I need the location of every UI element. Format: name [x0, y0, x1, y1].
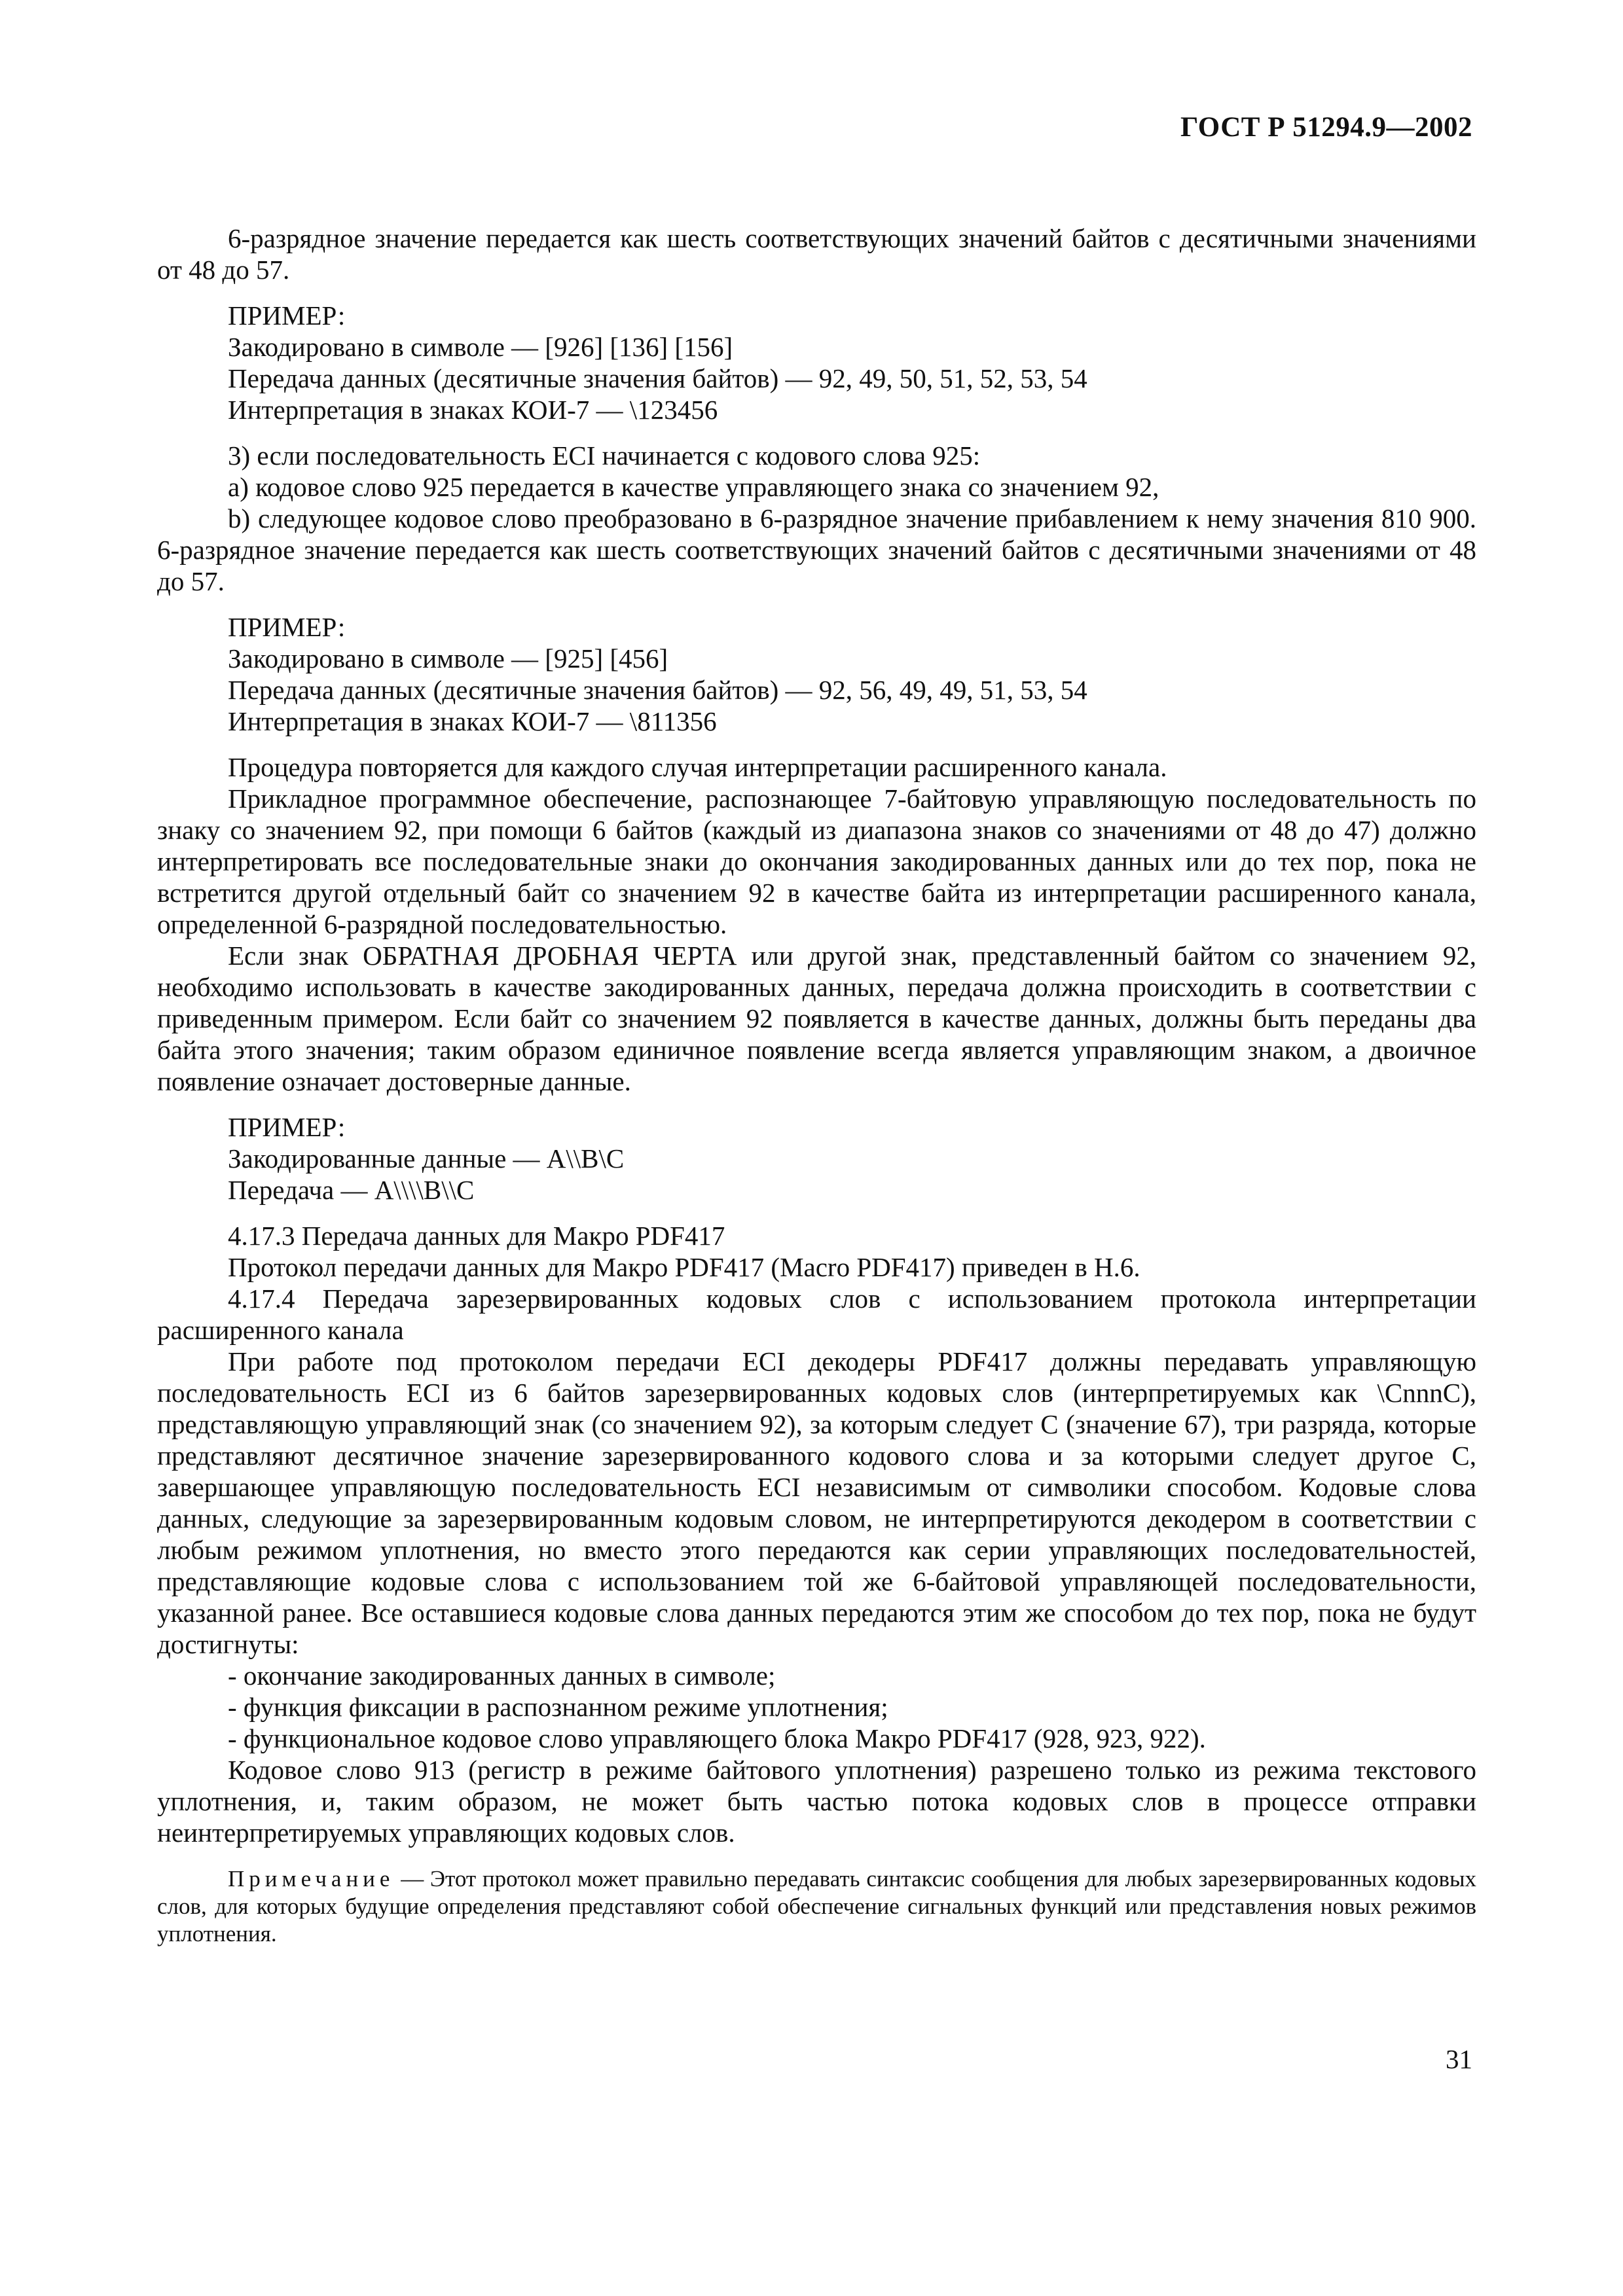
paragraph: - функциональное кодовое слово управляющего блока Макро PDF417 (928, 923, 922). [228, 1723, 1206, 1753]
paragraph: а) кодовое слово 925 передается в качестве управляющего знака со значением 92, [228, 472, 1159, 502]
example-heading: ПРИМЕР: [228, 1112, 346, 1142]
paragraph: - окончание закодированных данных в символе; [228, 1660, 776, 1691]
note-text: — Этот протокол может правильно передавать синтаксис сообщения для любых зарезервированных кодовых слов, для которых будущие определения представляют собой обеспечение сигнальных функций или представления новых режимов уплотнения. [157, 1866, 1476, 1946]
paragraph: Процедура повторяется для каждого случая интерпретации расширенного канала. [228, 752, 1167, 782]
paragraph: 4.17.4 Передача зарезервированных кодовых слов с использованием протокола интерпретации расширенного канала [157, 1283, 1476, 1345]
example-line: Передача данных (десятичные значения байтов) — 92, 56, 49, 49, 51, 53, 54 [228, 675, 1087, 705]
paragraph: b) следующее кодовое слово преобразовано в 6-разрядное значение прибавлением к нему значения 810 900. 6-разрядное значение передается как шесть соответствующих значений байтов с десятичными значениями от 48 до 57. [157, 503, 1476, 596]
note-paragraph [157, 1865, 1476, 1948]
paragraph: Кодовое слово 913 (регистр в режиме байтового уплотнения) разрешено только из режима текстового уплотнения, и, таким образом, не может быть частью потока кодовых слов в процессе отправки неинтерпретируемых управляющих кодовых слов. [157, 1755, 1476, 1848]
body-text [157, 223, 1476, 1948]
example-line: Интерпретация в знаках КОИ-7 — \811356 [228, 706, 717, 736]
example-line: Закодированные данные — A\\B\C [228, 1143, 625, 1174]
example-line: Передача данных (десятичные значения байтов) — 92, 49, 50, 51, 52, 53, 54 [228, 363, 1087, 393]
paragraph: 6-разрядное значение передается как шесть соответствующих значений байтов с десятичными значениями от 48 до 57. [157, 223, 1476, 285]
example-line: Закодировано в символе — [926] [136] [156] [228, 332, 733, 362]
example-line: Передача — A\\\\B\\C [228, 1175, 475, 1205]
paragraph: 3) если последовательность ECI начинается с кодового слова 925: [228, 440, 981, 471]
paragraph: Если знак ОБРАТНАЯ ДРОБНАЯ ЧЕРТА или другой знак, представленный байтом со значением 92, необходимо использовать в качестве закодированных данных, передача должна происходить в соответствии с приведенным примером. Если байт со значением 92 появляется в качестве данных, должны быть переданы два байта этого значения; таким образом единичное появление всегда является управляющим знаком, а двоичное появление означает достоверные данные. [157, 941, 1476, 1096]
note-label: Примечание [228, 1866, 395, 1892]
example-line: Интерпретация в знаках КОИ-7 — \123456 [228, 395, 718, 425]
example-heading: ПРИМЕР: [228, 300, 346, 331]
paragraph: - функция фиксации в распознанном режиме уплотнения; [228, 1692, 888, 1722]
paragraph: При работе под протоколом передачи ECI декодеры PDF417 должны передавать управляющую последовательность ECI из 6 байтов зарезервированных кодовых слов (интерпретируемых как \CnnnC), представляющую управляющий знак (со значением 92), за которым следует C (значение 67), три разряда, которые представляют десятичное значение зарезервированного кодового слова и за которыми следует другое C, завершающее управляющую последовательность ECI независимым от символики способом. Кодовые слова данных, следующие за зарезервированным кодовым словом, не интерпретируются декодером в соответствии с любым режимом уплотнения, но вместо этого передаются как серии управляющих последовательностей, представляющие кодовые слова с использованием той же 6-байтовой управляющей последовательности, указанной ранее. Все оставшиеся кодовые слова данных передаются этим же способом до тех пор, пока не будут достигнуты: [157, 1346, 1476, 1659]
example-heading: ПРИМЕР: [228, 612, 346, 642]
paragraph: 4.17.3 Передача данных для Макро PDF417 [228, 1221, 725, 1251]
paragraph: Протокол передачи данных для Макро PDF417 (Macro PDF417) приведен в Н.6. [228, 1252, 1140, 1282]
page-number: 31 [1446, 2044, 1472, 2074]
paragraph: Прикладное программное обеспечение, распознающее 7-байтовую управляющую последовательность по знаку со значением 92, при помощи 6 байтов (каждый из диапазона знаков со значениями от 48 до 47) должно интерпретировать все последовательные знаки до окончания закодированных данных или до тех пор, пока не встретится другой отдельный байт со значением 92 в качестве байта из интерпретации расширенного канала, определенной 6-разрядной последовательностью. [157, 783, 1476, 939]
document-header: ГОСТ Р 51294.9—2002 [1180, 112, 1472, 143]
example-line: Закодировано в символе — [925] [456] [228, 643, 668, 673]
